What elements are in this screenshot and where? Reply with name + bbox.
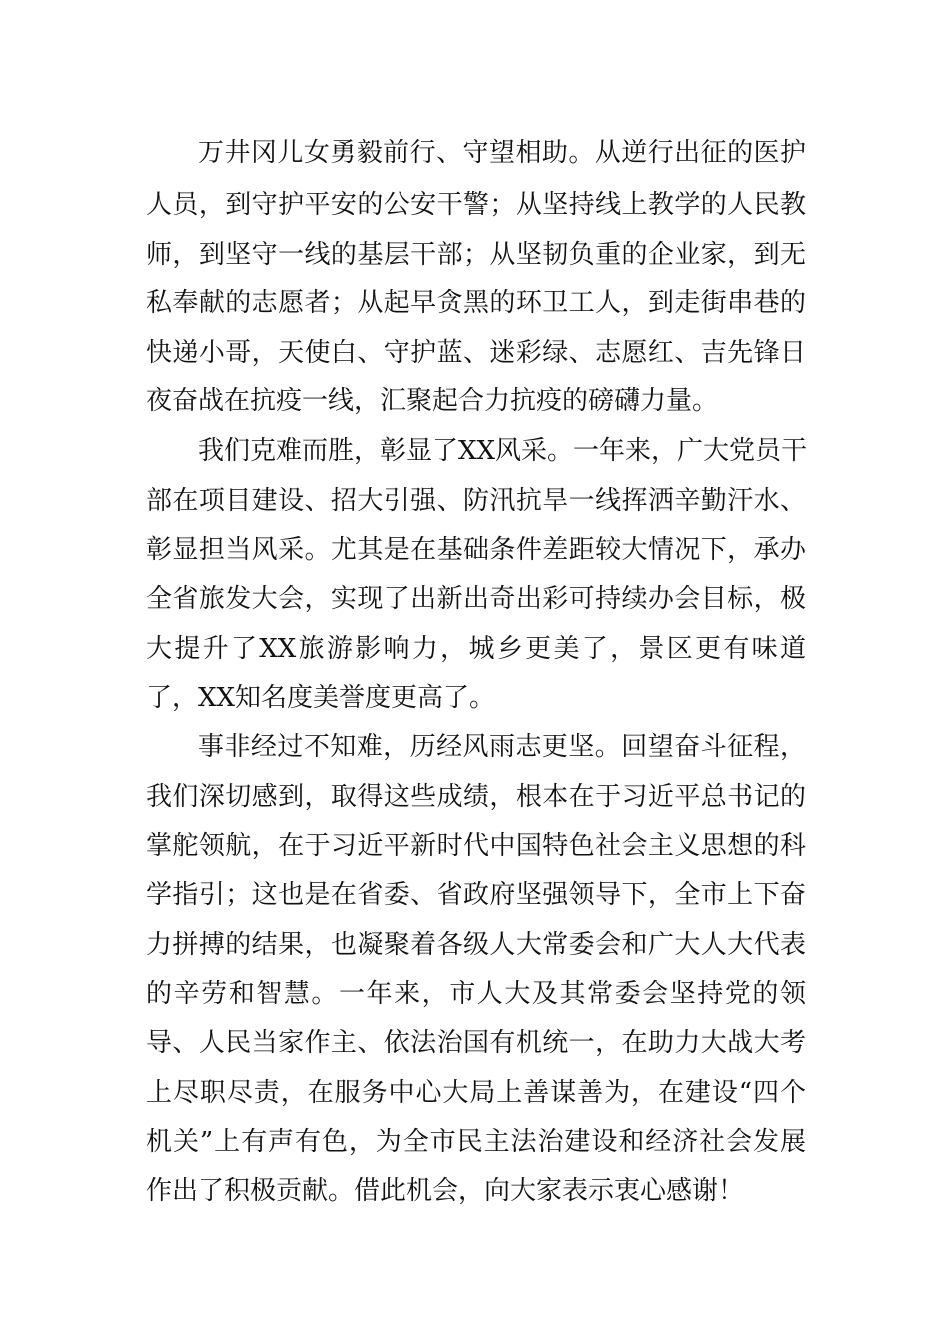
text-line: 夜奋战在抗疫一线，汇聚起合力抗疫的磅礴力量。 <box>146 386 719 416</box>
text-line: 私奉献的志愿者；从起早贪黑的环卫工人，到走街串巷的 <box>146 288 806 318</box>
text-line: 部在项目建设、招大引强、防汛抗旱一线挥洒辛勤汗水、 <box>146 486 806 516</box>
text-line: 力拼搏的结果，也凝聚着各级人大常委会和广大人大代表 <box>146 930 806 960</box>
text-line: 导、人民当家作主、依法治国有机统一，在助力大战大考 <box>146 1028 806 1058</box>
text-line: 全省旅发大会，实现了出新出奇出彩可持续办会目标，极 <box>146 584 806 614</box>
text-line: 万井冈儿女勇毅前行、守望相助。从逆行出征的医护 <box>198 138 806 168</box>
text-line: 机关”上有声有色，为全市民主法治建设和经济社会发展 <box>146 1127 806 1157</box>
text-line: 事非经过不知难，历经风雨志更坚。回望奋斗征程， <box>198 732 806 762</box>
text-line: 作出了积极贡献。借此机会，向大家表示衷心感谢！ <box>146 1176 745 1206</box>
text-line: 学指引；这也是在省委、省政府坚强领导下，全市上下奋 <box>146 880 806 910</box>
text-line: 师，到坚守一线的基层干部；从坚韧负重的企业家，到无 <box>146 240 806 270</box>
text-line: 掌舵领航，在于习近平新时代中国特色社会主义思想的科 <box>146 831 806 861</box>
text-line: 我们克难而胜，彰显了XX风采。一年来，广大党员干 <box>198 436 808 466</box>
text-line: 彰显担当风采。尤其是在基础条件差距较大情况下，承办 <box>146 535 806 565</box>
text-line: 我们深切感到，取得这些成绩，根本在于习近平总书记的 <box>146 782 806 812</box>
text-line: 了，XX知名度美誉度更高了。 <box>146 683 496 713</box>
text-line: 的辛劳和智慧。一年来，市人大及其常委会坚持党的领 <box>146 979 806 1009</box>
text-line: 大提升了XX旅游影响力，城乡更美了，景区更有味道 <box>146 634 806 664</box>
text-line: 快递小哥，天使白、守护蓝、迷彩绿、志愿红、吉先锋日 <box>146 338 806 368</box>
text-line: 人员，到守护平安的公安干警；从坚持线上教学的人民教 <box>146 190 806 220</box>
text-line: 上尽职尽责，在服务中心大局上善谋善为，在建设“四个 <box>146 1078 806 1108</box>
